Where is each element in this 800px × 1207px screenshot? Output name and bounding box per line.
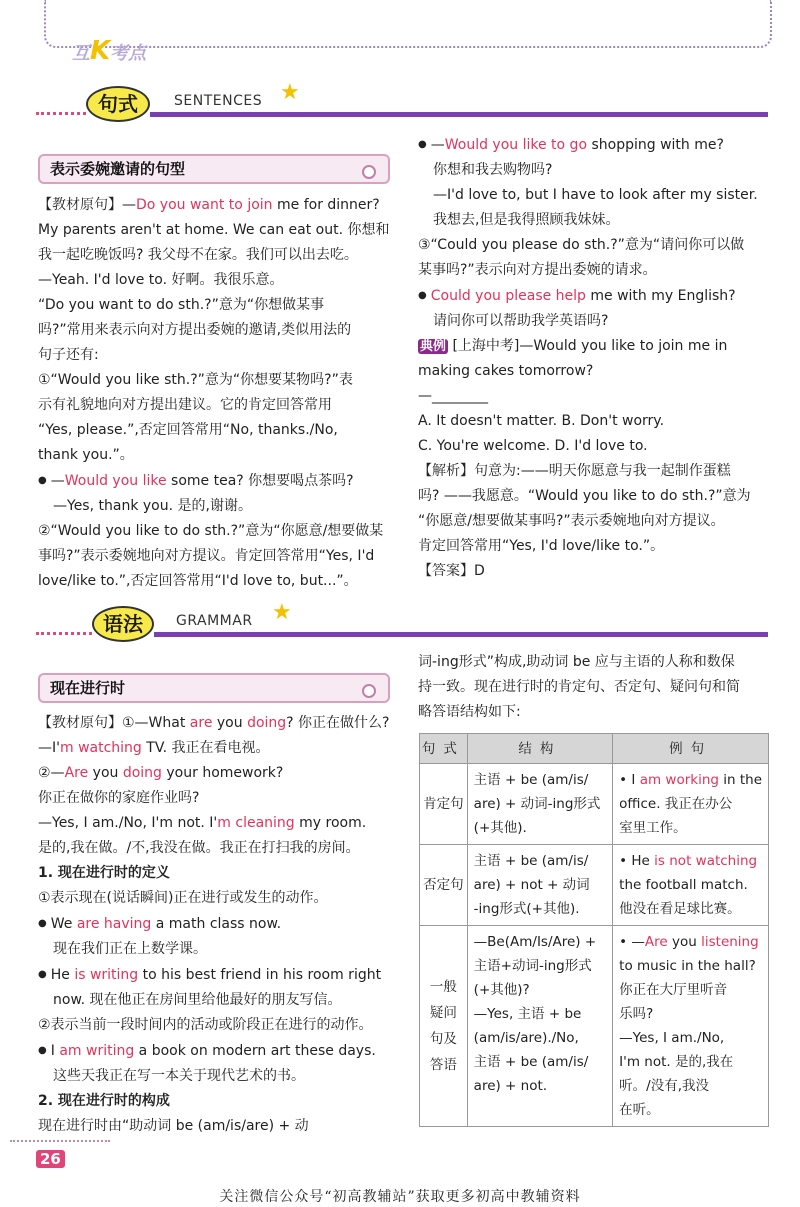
highlight-text: is not watching — [654, 853, 758, 869]
text-run: 某事吗?”表示向对方提出委婉的请求。 — [418, 262, 657, 278]
highlight-text: m watching — [59, 740, 142, 756]
text-run: 【解析】句意为:——明天你愿意与我一起制作蛋糕 — [418, 463, 731, 479]
text-line — [38, 962, 396, 988]
text-run: He — [50, 967, 75, 983]
text-line — [418, 258, 770, 283]
text-run: 室里工作。 — [619, 820, 687, 836]
text-run: 你正在大厅里听音 — [619, 982, 728, 998]
text-run: 主语 + be (am/is/ — [473, 1054, 589, 1070]
text-run: — — [430, 137, 445, 153]
table-row — [420, 845, 769, 926]
text-run: some tea? 你想要喝点茶吗? — [166, 473, 354, 489]
text-line — [38, 569, 394, 594]
text-line — [418, 409, 770, 434]
highlight-text: Do you want to join — [136, 197, 273, 213]
highlight-text: are — [189, 715, 213, 731]
text-line — [38, 293, 394, 318]
text-run: 这些天我正在写一本关于现代艺术的书。 — [53, 1068, 305, 1084]
cell-line — [474, 1026, 606, 1050]
highlight-text: are having — [76, 916, 152, 932]
text-line — [418, 334, 770, 359]
text-run: [上海中考]—Would you like to join me in — [448, 338, 728, 354]
text-line — [418, 650, 770, 675]
text-run: now. 现在他正在房间里给他最好的朋友写信。 — [53, 992, 342, 1008]
text-line — [418, 559, 770, 584]
highlight-text: Would you like to go — [444, 137, 588, 153]
highlight-text: m cleaning — [217, 815, 295, 831]
text-run: office. 我正在办公 — [619, 796, 733, 812]
cell-line — [619, 897, 762, 921]
highlight-text: am working — [639, 772, 719, 788]
grammar-subhead: 现在进行时 — [38, 673, 390, 703]
text-run: are) + 动词-ing形式 — [473, 796, 601, 812]
text-run: your homework? — [161, 765, 284, 781]
text-run: My parents aren't at home. We can eat out. 你想和 — [38, 222, 390, 238]
text-line — [418, 459, 770, 484]
text-run: the football match. — [619, 877, 748, 893]
text-run: 【答案】D — [418, 563, 485, 579]
section-dots-left — [36, 112, 86, 115]
example-tag: 典例 — [420, 339, 447, 354]
text-run: 【教材原句】①—What — [38, 715, 190, 731]
text-run: TV. 我正在看电视。 — [141, 740, 270, 756]
text-run: (+其他)? — [473, 982, 530, 998]
text-run: a math class now. — [151, 916, 282, 932]
text-run: are) + not. — [473, 1078, 548, 1094]
text-run: thank you.”。 — [38, 447, 134, 463]
grammar-right-column — [418, 650, 770, 725]
text-run: in the — [718, 772, 762, 788]
text-run: are) + not + 动词 — [473, 877, 590, 893]
text-line — [38, 243, 394, 268]
text-run: 现在进行时由“助动词 be (am/is/are) + 动 — [38, 1118, 309, 1134]
text-run: 主语+动词-ing形式 — [473, 958, 592, 974]
grammar-badge: 语法 — [92, 606, 154, 642]
text-run: —I' — [38, 740, 60, 756]
cell-line — [619, 954, 762, 978]
cell-line — [474, 978, 606, 1002]
text-run: 他没在看足球比赛。 — [619, 901, 741, 917]
logo-prefix: 互 — [72, 43, 90, 64]
text-line — [38, 861, 396, 886]
text-line — [418, 183, 770, 208]
structure-cell — [467, 845, 612, 926]
text-line — [38, 443, 394, 468]
logo-suffix: 考点 — [110, 43, 147, 64]
text-run: • I — [619, 772, 640, 788]
page-number: 26 — [36, 1150, 65, 1168]
text-run: C. You're welcome. D. I'd love to. — [418, 438, 648, 454]
example-cell — [613, 926, 769, 1127]
cell-line — [474, 768, 606, 792]
text-line — [38, 988, 396, 1013]
text-run: “Do you want to do sth.?”意为“你想做某事 — [38, 297, 325, 313]
cell-line — [619, 873, 762, 897]
text-line — [38, 811, 396, 836]
text-run: — — [50, 473, 65, 489]
text-run: 我想去,但是我得照顾我妹妹。 — [433, 212, 620, 228]
highlight-text: Could you please help — [430, 288, 586, 304]
text-line — [38, 544, 394, 569]
text-run: —I'd love to, but I have to look after my sister. — [433, 187, 758, 203]
text-line — [38, 1064, 396, 1089]
cell-line — [474, 954, 606, 978]
text-run: me with my English? — [585, 288, 736, 304]
text-run: 吗?”常用来表示向对方提出委婉的邀请,类似用法的 — [38, 322, 352, 338]
sentences-left-column — [38, 193, 394, 594]
table-header-cell: 句式 — [420, 734, 468, 764]
logo-k: K — [90, 36, 111, 66]
highlight-text: doing — [247, 715, 287, 731]
highlight-text: doing — [122, 765, 162, 781]
sentences-badge: 句式 — [86, 86, 150, 122]
text-line — [418, 700, 770, 725]
text-line — [38, 836, 396, 861]
cell-line — [474, 897, 606, 921]
text-line — [38, 736, 396, 761]
text-line — [418, 359, 770, 384]
sentences-right-column — [418, 132, 770, 584]
structure-table — [419, 733, 769, 1127]
cell-line — [474, 930, 606, 954]
text-run: “Yes, please.”,否定回答常用“No, thanks./No, — [38, 422, 338, 438]
text-run: —________ — [418, 388, 488, 404]
text-line — [418, 132, 770, 158]
text-run: We — [50, 916, 77, 932]
text-line — [38, 1038, 396, 1064]
cell-line — [619, 1050, 762, 1074]
text-run: —Be(Am/Is/Are) + — [473, 934, 597, 950]
sentences-title: SENTENCES — [174, 93, 263, 109]
text-line — [38, 911, 396, 937]
text-run: 现在我们正在上数学课。 — [53, 941, 207, 957]
text-run: making cakes tomorrow? — [418, 363, 594, 379]
highlight-text: Are — [64, 765, 89, 781]
text-line — [418, 484, 770, 509]
jumping-figure-icon: ★ — [272, 600, 292, 625]
text-run: 请问你可以帮助我学英语吗? — [433, 313, 609, 329]
text-run: ①“Would you like sth.?”意为“你想要某物吗?”表 — [38, 372, 353, 388]
text-line — [418, 384, 770, 409]
cell-line — [474, 849, 606, 873]
text-run: my room. — [294, 815, 367, 831]
text-line — [38, 1114, 396, 1139]
cell-line — [619, 1074, 762, 1098]
text-run: —Yes, thank you. 是的,谢谢。 — [53, 498, 252, 514]
text-line — [38, 218, 394, 243]
text-line — [38, 193, 394, 218]
text-run: a book on modern art these days. — [134, 1043, 376, 1059]
sentences-bar — [150, 112, 768, 117]
text-line — [38, 937, 396, 962]
text-run: 乐吗? — [619, 1006, 654, 1022]
highlight-text: listening — [701, 934, 759, 950]
text-line — [418, 675, 770, 700]
text-line — [418, 283, 770, 309]
text-run: 【教材原句】— — [38, 197, 136, 213]
text-line — [418, 434, 770, 459]
cell-line — [619, 816, 762, 840]
text-run: ②表示当前一段时间内的活动或阶段正在进行的动作。 — [38, 1017, 373, 1033]
text-run: —Yeah. I'd love to. 好啊。我很乐意。 — [38, 272, 284, 288]
section-dots-left-2 — [36, 632, 92, 635]
footer-dots — [10, 1140, 110, 1142]
text-run: 事吗?”表示委婉地向对方提议。肯定回答常用“Yes, I'd — [38, 548, 375, 564]
text-line — [38, 268, 394, 293]
text-line — [38, 418, 394, 443]
text-run: 肯定回答常用“Yes, I'd love/like to.”。 — [418, 538, 665, 554]
text-run: I — [50, 1043, 60, 1059]
text-run: A. It doesn't matter. B. Don't worry. — [418, 413, 665, 429]
brand-logo — [72, 36, 146, 66]
table-header-cell: 例句 — [613, 734, 769, 764]
text-run: to music in the hall? — [619, 958, 756, 974]
table-header-row — [420, 734, 769, 764]
table-header-cell: 结构 — [467, 734, 612, 764]
text-line — [38, 368, 394, 393]
text-run: ②“Would you like to do sth.?”意为“你愿意/想要做某 — [38, 523, 384, 539]
running-figure-icon: ★ — [280, 80, 300, 105]
text-run: 2. 现在进行时的构成 — [38, 1093, 170, 1109]
text-line — [38, 393, 394, 418]
text-line — [38, 494, 394, 519]
text-run: you — [212, 715, 248, 731]
text-run: 主语 + be (am/is/ — [473, 853, 589, 869]
highlight-text: Would you like — [64, 473, 167, 489]
text-run: shopping with me? — [587, 137, 724, 153]
text-line — [418, 534, 770, 559]
page-header-frame — [44, 0, 772, 48]
text-run: (am/is/are)./No, — [473, 1030, 579, 1046]
text-line — [418, 309, 770, 334]
text-run: 你想和我去购物吗? — [433, 162, 553, 178]
text-run: ①表示现在(说话瞬间)正在进行或发生的动作。 — [38, 890, 328, 906]
text-line — [418, 158, 770, 183]
text-run: -ing形式(+其他). — [473, 901, 580, 917]
footer-note: 关注微信公众号“初高教辅站”获取更多初高中教辅资料 — [219, 1189, 581, 1205]
cell-line — [474, 1050, 606, 1074]
text-line — [38, 343, 394, 368]
cell-line — [474, 816, 606, 840]
text-line — [418, 233, 770, 258]
example-cell — [613, 845, 769, 926]
row-label: 否定句 — [420, 845, 468, 926]
text-line — [38, 519, 394, 544]
text-line — [38, 786, 396, 811]
text-run: me for dinner? — [272, 197, 380, 213]
cell-line — [619, 849, 762, 873]
text-run: you — [88, 765, 123, 781]
cell-line — [619, 1026, 762, 1050]
text-line — [418, 509, 770, 534]
structure-cell — [467, 926, 612, 1127]
grammar-bar — [154, 632, 768, 637]
text-run: 持一致。现在进行时的肯定句、否定句、疑问句和简 — [418, 679, 740, 695]
text-run: to his best friend in his room right — [138, 967, 382, 983]
text-run: 我一起吃晚饭吗? 我父母不在家。我们可以出去吃。 — [38, 247, 358, 263]
cell-line — [619, 768, 762, 792]
text-line — [38, 468, 394, 494]
structure-cell — [467, 764, 612, 845]
cell-line — [619, 978, 762, 1002]
text-line — [418, 208, 770, 233]
text-run: ③“Could you please do sth.?”意为“请问你可以做 — [418, 237, 745, 253]
cell-line — [474, 1074, 606, 1098]
highlight-text: is writing — [74, 967, 139, 983]
text-line — [38, 1013, 396, 1038]
text-line — [38, 761, 396, 786]
text-run: 句子还有: — [38, 347, 99, 363]
text-run: 略答语结构如下: — [418, 704, 521, 720]
text-line — [38, 318, 394, 343]
sentences-subhead: 表示委婉邀请的句型 — [38, 154, 390, 184]
text-run: ②— — [38, 765, 65, 781]
text-run: —Yes, I am./No, — [619, 1030, 725, 1046]
text-line — [38, 711, 396, 736]
row-label: 肯定句 — [420, 764, 468, 845]
cell-line — [619, 792, 762, 816]
text-run: I'm not. 是的,我在 — [619, 1054, 734, 1070]
grammar-title: GRAMMAR — [176, 613, 253, 629]
cell-line — [619, 1098, 762, 1122]
cell-line — [474, 1002, 606, 1026]
text-run: 你正在做你的家庭作业吗? — [38, 790, 200, 806]
text-run: you — [667, 934, 702, 950]
text-run: • He — [619, 853, 655, 869]
text-run: 听。/没有,我没 — [619, 1078, 709, 1094]
table-row — [420, 926, 769, 1127]
text-run: —Yes, 主语 + be — [473, 1006, 582, 1022]
cell-line — [474, 873, 606, 897]
example-cell — [613, 764, 769, 845]
text-line — [38, 886, 396, 911]
text-run: • — — [619, 934, 645, 950]
text-run: ? 你正在做什么? — [286, 715, 390, 731]
row-label: 一般疑问句及答语 — [420, 926, 468, 1127]
text-run: 主语 + be (am/is/ — [473, 772, 589, 788]
text-line — [38, 1089, 396, 1114]
highlight-text: am writing — [59, 1043, 135, 1059]
text-run: —Yes, I am./No, I'm not. I' — [38, 815, 218, 831]
text-run: 1. 现在进行时的定义 — [38, 865, 170, 881]
cell-line — [619, 930, 762, 954]
text-run: 词-ing形式”构成,助动词 be 应与主语的人称和数保 — [418, 654, 735, 670]
text-run: 吗? ——我愿意。“Would you like to do sth.?”意为 — [418, 488, 751, 504]
grammar-left-column — [38, 711, 396, 1139]
text-run: love/like to.”,否定回答常用“I'd love to, but...”。 — [38, 573, 358, 589]
cell-line — [619, 1002, 762, 1026]
table-row — [420, 764, 769, 845]
highlight-text: Are — [644, 934, 668, 950]
text-run: “你愿意/想要做某事吗?”表示委婉地向对方提议。 — [418, 513, 725, 529]
text-run: 在听。 — [619, 1102, 660, 1118]
text-run: 示有礼貌地向对方提出建议。它的肯定回答常用 — [38, 397, 332, 413]
text-run: 是的,我在做。/不,我没在做。我正在打扫我的房间。 — [38, 840, 360, 856]
text-run: (+其他). — [473, 820, 527, 836]
cell-line — [474, 792, 606, 816]
